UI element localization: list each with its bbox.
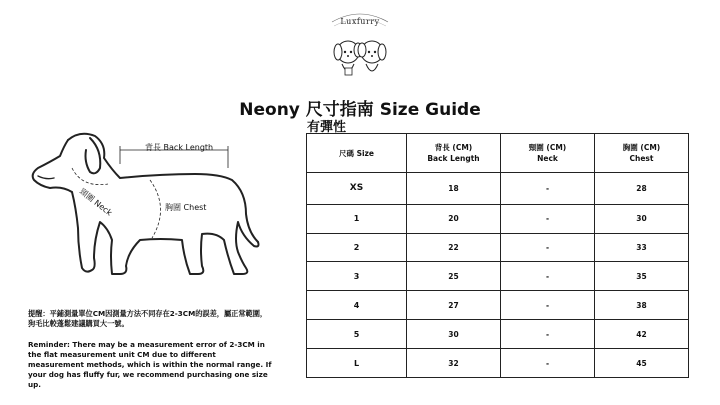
back-length-cell: 18 [407, 173, 501, 205]
back-length-cell: 20 [407, 204, 501, 233]
header-neck: 頸圍 (CM) Neck [501, 134, 595, 173]
neck-cell: - [501, 173, 595, 205]
chest-cell: 28 [595, 173, 689, 205]
table-row [307, 233, 689, 262]
size-cell: 1 [307, 204, 407, 233]
back-length-cell: 27 [407, 291, 501, 320]
neck-cell: - [501, 349, 595, 378]
neck-cell: - [501, 291, 595, 320]
page-title: Neony 尺寸指南 Size Guide [239, 100, 481, 120]
dog-outline [33, 134, 259, 274]
size-table [306, 133, 689, 378]
table-row [307, 173, 689, 205]
size-cell: 5 [307, 320, 407, 349]
size-cell: 2 [307, 233, 407, 262]
note-chinese: 提醒：平鋪測量單位CM因測量方法不同存在2-3CM的誤差，屬正常範圍，狗毛比較蓬鬆建議購買大一號。 [28, 309, 268, 328]
neck-cell: - [501, 262, 595, 291]
neck-label: 頸圍 Neck [77, 186, 114, 218]
size-cell: 3 [307, 262, 407, 291]
table-row [307, 204, 689, 233]
back-length-cell: 22 [407, 233, 501, 262]
chest-label: 胸圍 Chest [165, 203, 207, 212]
chest-cell: 38 [595, 291, 689, 320]
neck-cell: - [501, 320, 595, 349]
chest-cell: 45 [595, 349, 689, 378]
neck-cell: - [501, 204, 595, 233]
chest-cell: 30 [595, 204, 689, 233]
neck-cell: - [501, 233, 595, 262]
table-row [307, 349, 689, 378]
table-row [307, 320, 689, 349]
chest-cell: 42 [595, 320, 689, 349]
header-back-length: 背長 (CM) Back Length [407, 134, 501, 173]
size-cell: XS [307, 173, 407, 205]
size-cell: 4 [307, 291, 407, 320]
header-chest: 胸圍 (CM) Chest [595, 134, 689, 173]
header-size: 尺碼 Size [307, 134, 407, 173]
back-length-cell: 30 [407, 320, 501, 349]
chest-cell: 33 [595, 233, 689, 262]
table-row [307, 291, 689, 320]
table-row [307, 262, 689, 291]
brand-logo [324, 8, 396, 82]
back-length-cell: 25 [407, 262, 501, 291]
note-english: Reminder: There may be a measurement error of 2-3CM in the flat measurement unit CM due to different measurement methods, which is within the normal range. If your dog has fluffy fur, we recommend purchasing one size up. [28, 340, 272, 389]
chest-cell: 35 [595, 262, 689, 291]
puppies-illustration [324, 8, 396, 82]
chest-line [150, 180, 161, 238]
size-cell: L [307, 349, 407, 378]
back-length-cell: 32 [407, 349, 501, 378]
table-header-row [307, 134, 689, 173]
back-length-label: 背長 Back Length [145, 143, 214, 152]
brand-name: Luxfurry [340, 17, 380, 26]
elasticity-note: 有彈性 [307, 120, 347, 135]
